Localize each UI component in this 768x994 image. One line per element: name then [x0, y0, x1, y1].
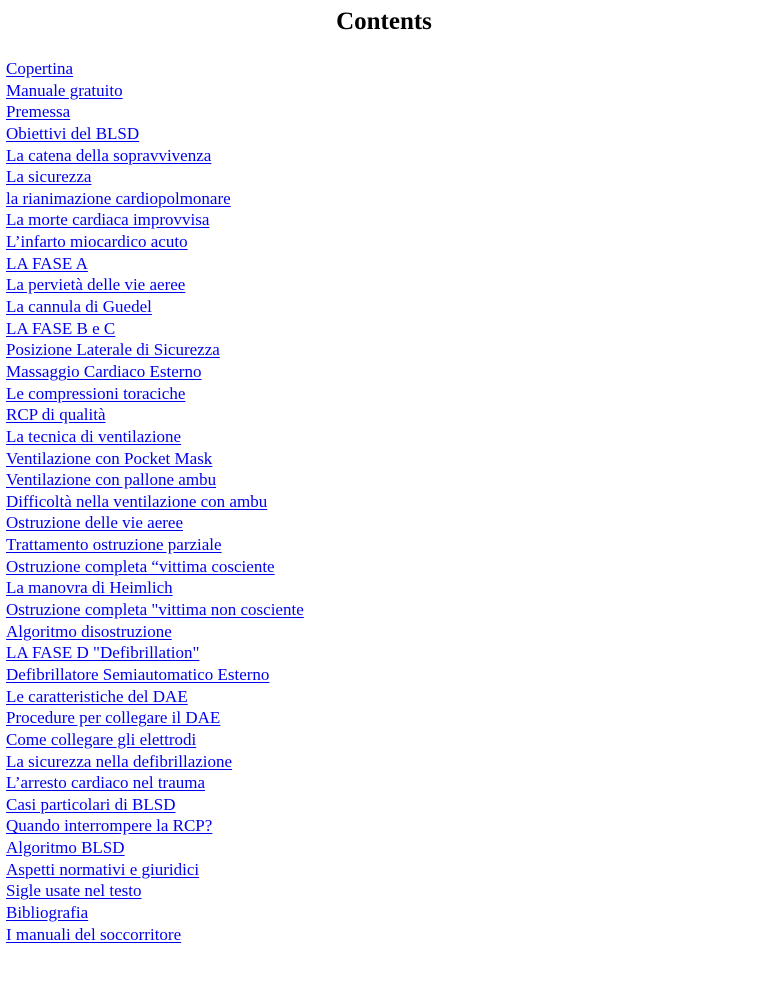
list-item — [6, 80, 304, 102]
list-item — [6, 534, 304, 556]
list-item — [6, 815, 304, 837]
list-item — [6, 772, 304, 794]
list-item — [6, 686, 304, 708]
list-item — [6, 426, 304, 448]
list-item — [6, 274, 304, 296]
list-item — [6, 556, 304, 578]
toc-link[interactable]: Ostruzione completa "vittima non cosciente — [6, 600, 304, 620]
list-item — [6, 361, 304, 383]
toc-link[interactable]: Sigle usate nel testo — [6, 881, 142, 901]
toc-link[interactable]: Difficoltà nella ventilazione con ambu — [6, 491, 268, 511]
list-item — [6, 880, 304, 902]
toc-link[interactable]: LA FASE B e C — [6, 318, 116, 338]
list-item — [6, 188, 304, 210]
table-of-contents — [6, 58, 304, 945]
toc-link[interactable]: Obiettivi del BLSD — [6, 123, 140, 143]
toc-link[interactable]: La sicurezza nella defibrillazione — [6, 751, 233, 771]
list-item — [6, 145, 304, 167]
toc-link[interactable]: Defibrillatore Semiautomatico Esterno — [6, 664, 270, 684]
toc-link[interactable]: Copertina — [6, 59, 74, 78]
page-title: Contents — [336, 8, 432, 35]
toc-link[interactable]: Massaggio Cardiaco Esterno — [6, 361, 202, 381]
toc-link[interactable]: LA FASE A — [6, 253, 88, 273]
toc-link[interactable]: Trattamento ostruzione parziale — [6, 535, 222, 555]
toc-link[interactable]: La catena della sopravvivenza — [6, 145, 212, 165]
toc-link[interactable]: La tecnica di ventilazione — [6, 426, 182, 446]
list-item — [6, 123, 304, 145]
toc-link[interactable]: Bibliografia — [6, 902, 89, 922]
toc-link[interactable]: La manovra di Heimlich — [6, 578, 173, 598]
toc-link[interactable]: la rianimazione cardiopolmonare — [6, 188, 231, 208]
toc-link[interactable]: Premessa — [6, 102, 71, 122]
list-item — [6, 448, 304, 470]
list-item — [6, 404, 304, 426]
list-item — [6, 729, 304, 751]
list-item — [6, 794, 304, 816]
toc-link[interactable]: Procedure per collegare il DAE — [6, 708, 221, 728]
list-item — [6, 296, 304, 318]
list-item — [6, 837, 304, 859]
list-item — [6, 253, 304, 275]
toc-link[interactable]: Aspetti normativi e giuridici — [6, 859, 200, 879]
list-item — [6, 642, 304, 664]
toc-link[interactable]: La cannula di Guedel — [6, 297, 152, 317]
list-item — [6, 751, 304, 773]
toc-link[interactable]: L’infarto miocardico acuto — [6, 232, 188, 252]
list-item — [6, 599, 304, 621]
toc-link[interactable]: Ostruzione delle vie aeree — [6, 513, 183, 533]
toc-link[interactable]: I manuali del soccorritore — [6, 924, 182, 944]
list-item — [6, 209, 304, 231]
toc-link[interactable]: Algoritmo disostruzione — [6, 621, 172, 641]
list-item — [6, 664, 304, 686]
list-item — [6, 859, 304, 881]
toc-link[interactable]: Posizione Laterale di Sicurezza — [6, 340, 220, 360]
toc-link[interactable]: Algoritmo BLSD — [6, 838, 125, 858]
list-item — [6, 383, 304, 405]
list-item — [6, 577, 304, 599]
list-item — [6, 707, 304, 729]
toc-link[interactable]: Casi particolari di BLSD — [6, 794, 176, 814]
list-item — [6, 231, 304, 253]
toc-link[interactable]: La morte cardiaca improvvisa — [6, 210, 210, 230]
list-item — [6, 924, 304, 946]
list-item — [6, 58, 304, 80]
toc-link[interactable]: Ostruzione completa “vittima cosciente — [6, 556, 275, 576]
list-item — [6, 512, 304, 534]
list-item — [6, 318, 304, 340]
list-item — [6, 339, 304, 361]
list-item — [6, 621, 304, 643]
toc-link[interactable]: Le compressioni toraciche — [6, 383, 186, 403]
toc-link[interactable]: L’arresto cardiaco nel trauma — [6, 773, 206, 793]
toc-link[interactable]: Ventilazione con pallone ambu — [6, 470, 217, 490]
toc-link[interactable]: Ventilazione con Pocket Mask — [6, 448, 213, 468]
toc-link[interactable]: Manuale gratuito — [6, 80, 123, 100]
toc-link[interactable]: La pervietà delle vie aeree — [6, 275, 186, 295]
list-item — [6, 166, 304, 188]
toc-link[interactable]: La sicurezza — [6, 167, 92, 187]
list-item — [6, 469, 304, 491]
list-item — [6, 101, 304, 123]
toc-link[interactable]: LA FASE D "Defibrillation" — [6, 643, 200, 663]
toc-link[interactable]: Le caratteristiche del DAE — [6, 686, 188, 706]
toc-link[interactable]: RCP di qualità — [6, 405, 106, 425]
toc-link[interactable]: Quando interrompere la RCP? — [6, 816, 213, 836]
list-item — [6, 491, 304, 513]
toc-link[interactable]: Come collegare gli elettrodi — [6, 729, 197, 749]
list-item — [6, 902, 304, 924]
